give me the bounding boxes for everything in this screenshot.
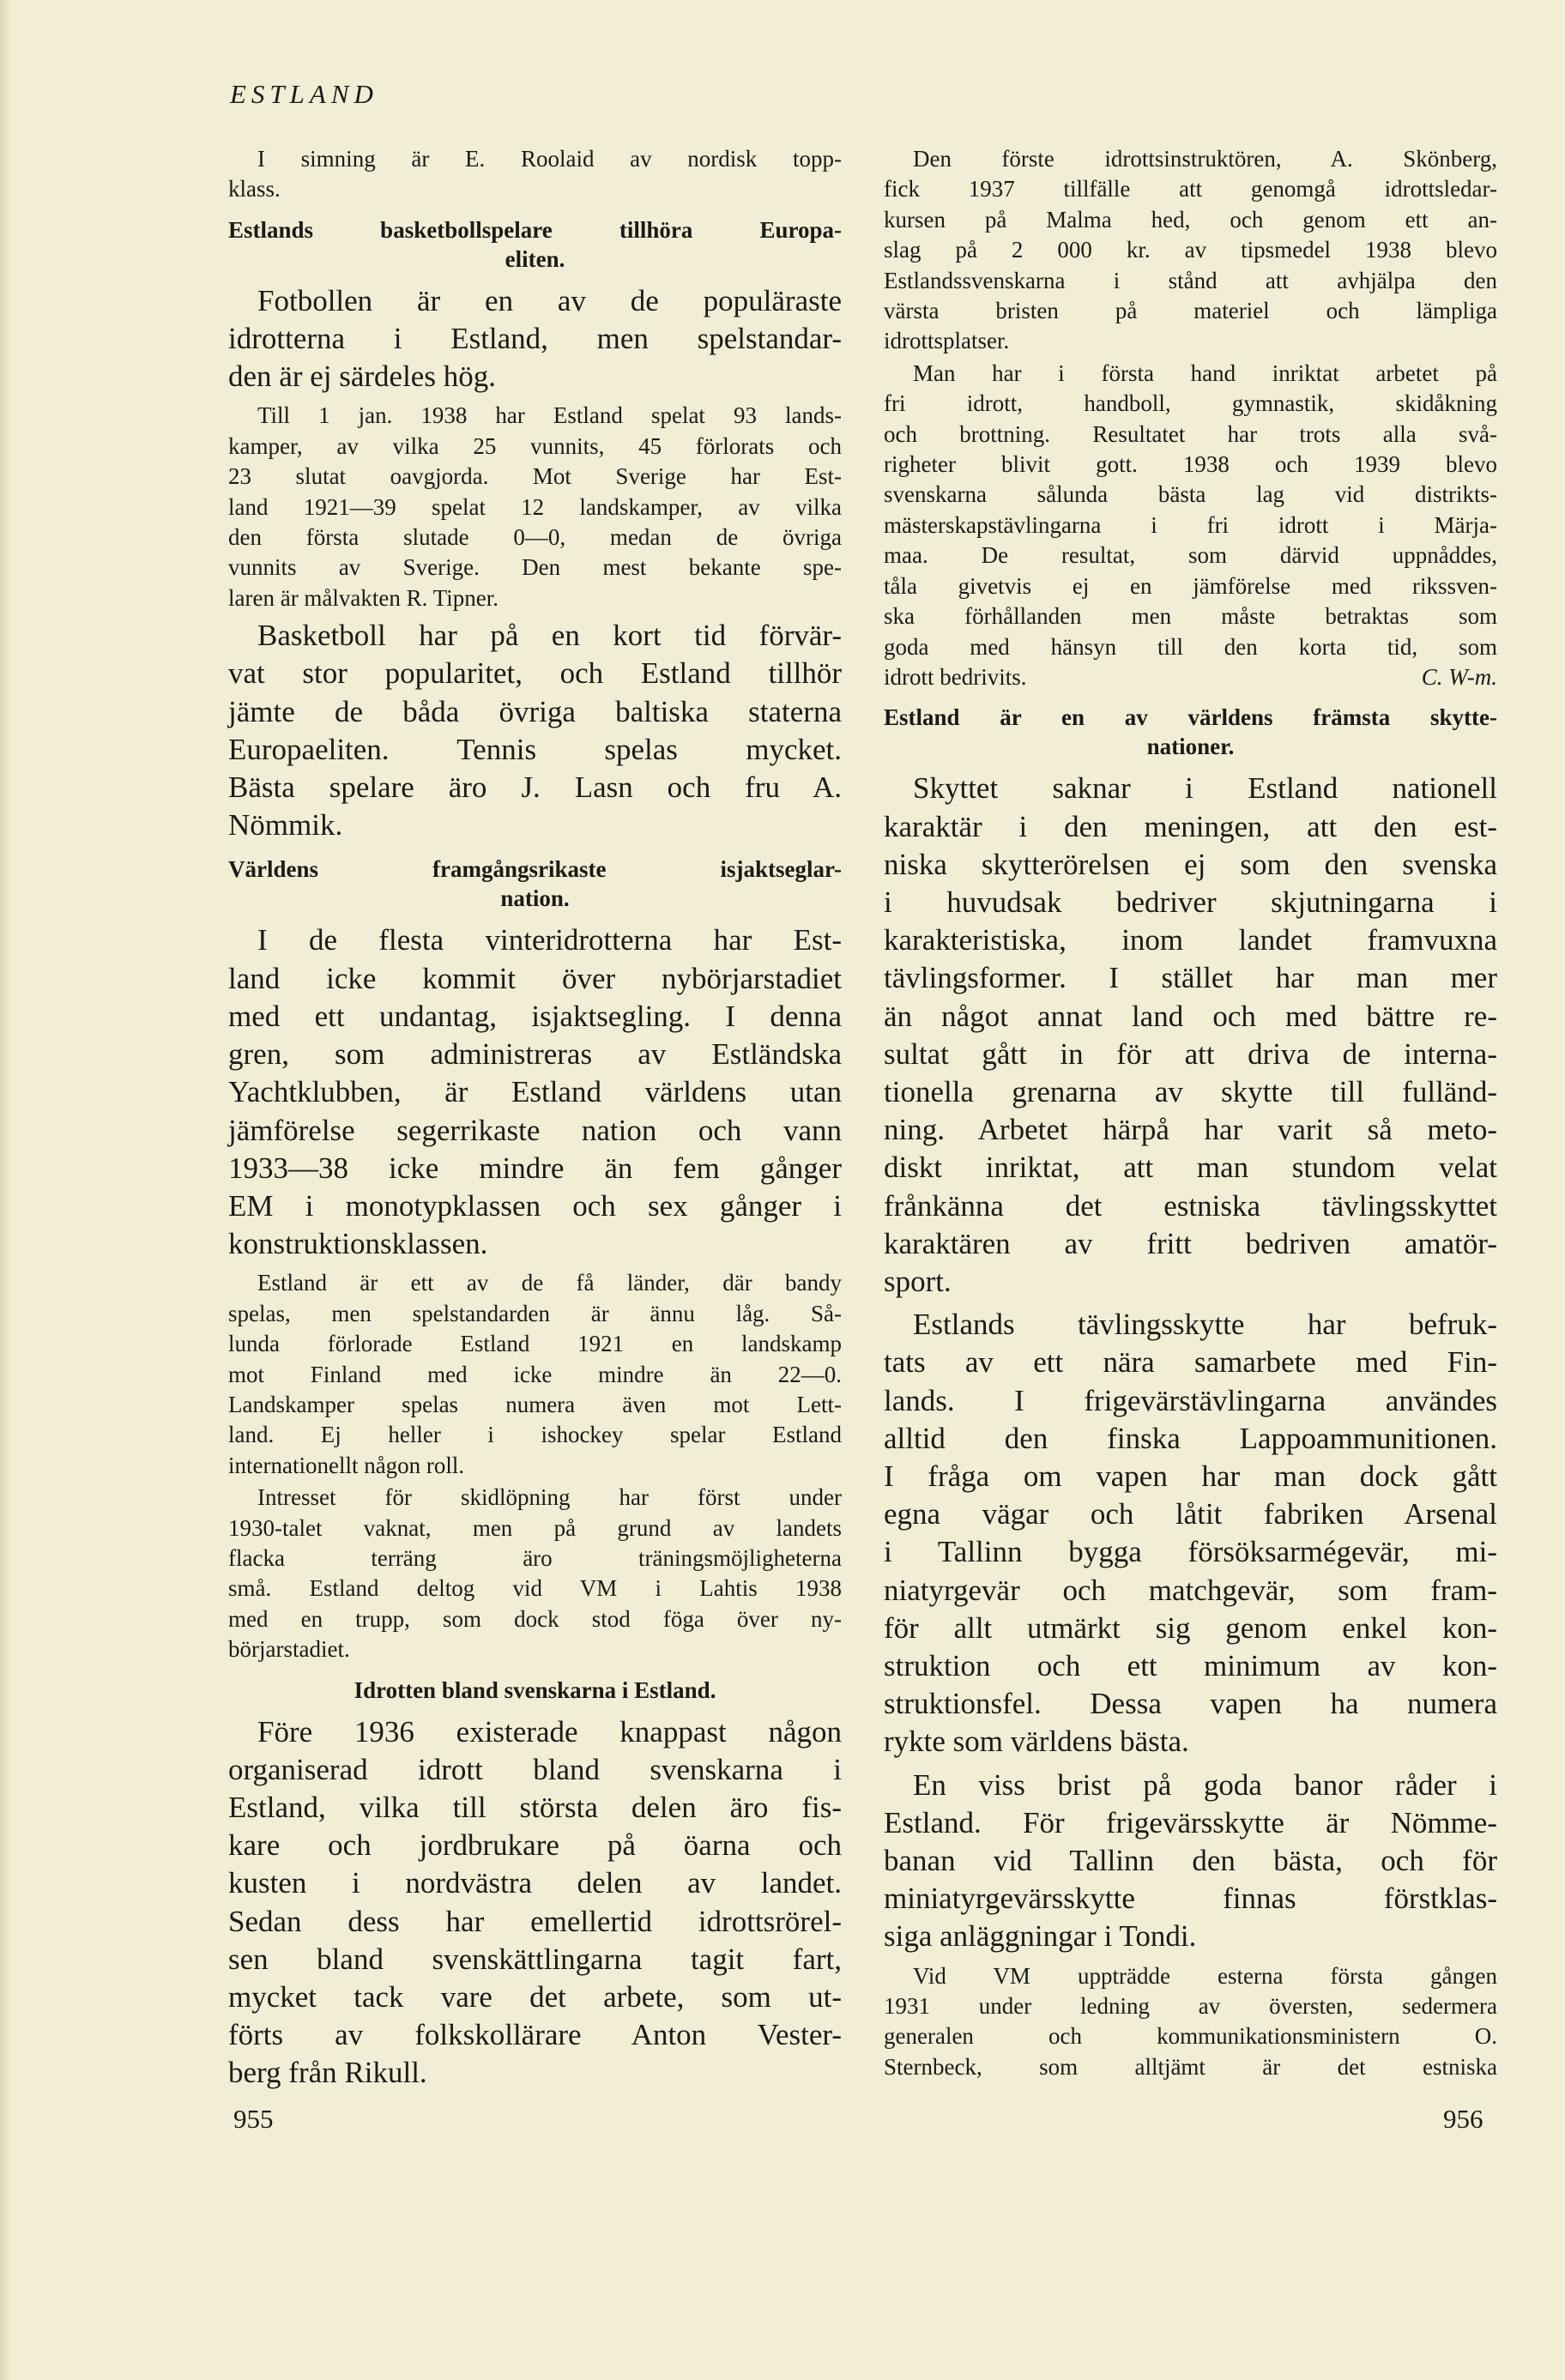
text-line — [228, 1112, 842, 1150]
text-line — [228, 1299, 842, 1329]
text-line — [884, 1225, 1497, 1263]
line-text: diskt inriktat, att man stundom velat — [884, 1151, 1497, 1185]
line-text: än något annat land och med bättre re- — [884, 999, 1497, 1033]
text-line — [884, 510, 1497, 541]
line-text: i Tallinn bygga försöksarmégevär, mi- — [884, 1535, 1497, 1569]
text-line — [228, 1574, 842, 1604]
line-text: internationellt någon roll. — [228, 1452, 465, 1478]
line-text: kursen på Malma hed, och genom ett an- — [884, 206, 1497, 233]
paragraph — [228, 617, 842, 844]
line-text: mot Finland med icke mindre än 22—0. — [228, 1361, 842, 1387]
text-line — [884, 1495, 1497, 1533]
left-column — [228, 144, 842, 2098]
text-line — [228, 462, 842, 492]
text-line — [228, 1941, 842, 1978]
line-text: med ett undantag, isjaktsegling. I denna — [228, 999, 842, 1033]
line-text: EM i monotypklassen och sex gånger i — [228, 1188, 842, 1223]
line-text: idrotterna i Estland, men spelstandar- — [228, 322, 842, 356]
line-text: karaktär i den meningen, att den est- — [884, 809, 1497, 843]
text-line — [884, 998, 1497, 1036]
line-text: I de flesta vinteridrotterna har Est- — [257, 923, 842, 957]
line-text: karakteristiska, inom landet framvuxna — [884, 923, 1497, 957]
text-line — [884, 1572, 1497, 1610]
text-line — [228, 655, 842, 692]
text-line — [228, 731, 842, 769]
line-text: ning. Arbetet härpå har varit så meto- — [884, 1113, 1497, 1147]
line-text: värsta bristen på materiel och lämpliga — [884, 298, 1497, 324]
text-line — [228, 806, 842, 844]
line-text: land icke kommit över nybörjarstadiet — [228, 961, 842, 995]
line-text: niska skytterörelsen ej som den svenska — [884, 847, 1497, 881]
text-line — [884, 1880, 1497, 1918]
text-line — [884, 1961, 1497, 1991]
text-line — [884, 1991, 1497, 2021]
text-line — [884, 921, 1497, 959]
text-line — [884, 959, 1497, 997]
text-line — [228, 432, 842, 462]
line-text: lands. I frigevärstävlingarna användes — [884, 1383, 1497, 1417]
text-line — [884, 1073, 1497, 1111]
line-text: karaktären av fritt bedriven amatör- — [884, 1226, 1497, 1260]
line-text: gren, som administreras av Estländska — [228, 1037, 842, 1072]
line-text: berg från Rikull. — [228, 2056, 427, 2090]
page-number-right: 956 — [1443, 2104, 1483, 2134]
text-line — [884, 770, 1497, 807]
text-line — [884, 703, 1497, 732]
text-line — [884, 1842, 1497, 1880]
text-line — [884, 846, 1497, 884]
line-text: 1931 under ledning av översten, sedermera — [884, 1993, 1497, 2020]
text-line — [228, 1036, 842, 1073]
line-text: Estland är en av världens främsta skytte- — [884, 704, 1497, 731]
text-line — [884, 205, 1497, 235]
line-text: nation. — [500, 885, 570, 912]
text-line — [228, 1451, 842, 1481]
line-text: för allt utmärkt sig genom enkel kon- — [884, 1610, 1497, 1645]
line-text: sultat gått in för att driva de interna- — [884, 1036, 1497, 1071]
text-line — [228, 523, 842, 553]
line-text: svenskarna sålunda bästa lag vid distrikts- — [884, 481, 1497, 508]
line-text: banan vid Tallinn den bästa, och för — [884, 1844, 1497, 1877]
text-line — [884, 1458, 1497, 1495]
text-line — [228, 282, 842, 320]
paragraph — [884, 144, 1497, 357]
paragraph — [884, 359, 1497, 692]
line-text: tävlingsformer. I stället har man mer — [884, 961, 1497, 995]
text-line — [884, 571, 1497, 601]
text-line — [228, 921, 842, 959]
text-line — [228, 1789, 842, 1827]
text-line — [228, 1268, 842, 1298]
line-text: Estlands basketbollspelare tillhöra Europa- — [228, 216, 842, 243]
line-text: land. Ej heller i ishockey spelar Estland — [228, 1422, 842, 1448]
line-text: I simning är E. Roolaid av nordisk topp- — [257, 146, 842, 172]
text-line — [228, 1903, 842, 1941]
text-line — [228, 855, 842, 884]
text-line — [884, 1918, 1497, 1955]
text-line — [884, 420, 1497, 450]
line-text: siga anläggningar i Tondi. — [884, 1919, 1197, 1954]
paragraph — [884, 1306, 1497, 1761]
page-number-left: 955 — [233, 2104, 274, 2134]
text-line — [228, 1150, 842, 1187]
text-line — [228, 1360, 842, 1390]
text-line — [228, 1978, 842, 2016]
text-line — [228, 553, 842, 583]
line-text: lunda förlorade Estland 1921 en landskamp — [228, 1331, 842, 1357]
text-line — [884, 601, 1497, 631]
text-line — [884, 1420, 1497, 1458]
text-line — [884, 296, 1497, 326]
page-edge — [0, 0, 12, 2380]
line-text: land 1921—39 spelat 12 landskamper, av vilka — [228, 493, 842, 520]
text-line — [884, 1344, 1497, 1381]
text-line — [228, 884, 842, 913]
line-text: 1930-talet vaknat, men på grund av landets — [228, 1514, 842, 1541]
text-line — [228, 2016, 842, 2054]
text-line — [228, 1483, 842, 1513]
line-text: Estland, vilka till största delen äro fis- — [228, 1791, 842, 1824]
text-line — [228, 1864, 842, 1902]
text-line — [884, 1723, 1497, 1761]
text-line — [884, 2052, 1497, 2082]
text-line — [228, 769, 842, 806]
line-text: mycket tack vare det arbete, som ut- — [228, 1980, 842, 2015]
text-line — [228, 1713, 842, 1751]
line-text: Nömmik. — [228, 808, 343, 843]
line-text: sport. — [884, 1264, 952, 1298]
paragraph — [228, 1483, 842, 1664]
line-text: struktionsfel. Dessa vapen ha numera — [884, 1687, 1497, 1721]
section-heading — [228, 1676, 842, 1705]
text-line — [884, 1263, 1497, 1301]
line-text: Sedan dess har emellertid idrottsrörel- — [228, 1904, 842, 1938]
line-text: egna vägar och låtit fabriken Arsenal — [884, 1497, 1497, 1531]
line-text: goda med hänsyn till den korta tid, som — [884, 633, 1497, 660]
line-text: med en trupp, som dock stod föga över ny- — [228, 1605, 842, 1632]
line-text: Den förste idrottsinstruktören, A. Skönberg, — [913, 146, 1497, 172]
text-line — [884, 1149, 1497, 1187]
line-text: Bästa spelare äro J. Lasn och fru A. — [228, 770, 842, 805]
line-text: maa. De resultat, som därvid uppnåddes, — [884, 542, 1497, 569]
line-text: kamper, av vilka 25 vunnits, 45 förlorats och — [228, 432, 842, 459]
line-text: den första slutade 0—0, medan de övriga — [228, 524, 842, 551]
text-line — [884, 1533, 1497, 1571]
paragraph — [228, 1713, 842, 2093]
text-line — [228, 174, 842, 204]
paragraph — [228, 144, 842, 205]
line-text: Estland. För frigevärsskytte är Nömme- — [884, 1805, 1497, 1839]
paragraph — [228, 282, 842, 396]
text-line — [884, 326, 1497, 356]
line-text: niatyrgevär och matchgevär, som fram- — [884, 1573, 1497, 1607]
line-text: fri idrott, handboll, gymnastik, skidåkning — [884, 390, 1497, 417]
text-line — [228, 1225, 842, 1263]
text-line — [228, 960, 842, 998]
text-line — [884, 1767, 1497, 1804]
text-line — [228, 693, 842, 731]
paragraph — [228, 921, 842, 1263]
text-line — [228, 1751, 842, 1789]
text-line — [228, 320, 842, 358]
text-line — [884, 1111, 1497, 1149]
text-line — [884, 1804, 1497, 1842]
line-text: Före 1936 existerade knappast någon — [257, 1714, 842, 1749]
author-signature: C. W-m. — [1421, 663, 1497, 690]
line-text: Basketboll har på en kort tid förvär- — [257, 619, 842, 653]
line-text: konstruktionsklassen. — [228, 1227, 488, 1261]
running-head: ESTLAND — [230, 79, 378, 109]
line-text: idrottsplatser. — [884, 328, 1010, 354]
line-text: organiserad idrott bland svenskarna i — [228, 1752, 842, 1786]
line-text: börjarstadiet. — [228, 1636, 350, 1663]
line-text: mästerskapstävlingarna i fri idrott i Märja- — [884, 511, 1497, 538]
text-line — [228, 1604, 842, 1634]
text-line — [228, 1676, 842, 1705]
text-line — [228, 144, 842, 174]
text-line — [884, 1685, 1497, 1723]
line-text: Estlands tävlingsskytte har befruk- — [913, 1308, 1497, 1342]
line-text: Sternbeck, som alltjämt är det estniska — [884, 2053, 1497, 2080]
text-line — [884, 884, 1497, 921]
line-text: Yachtklubben, är Estland världens utan — [228, 1075, 842, 1109]
text-line — [884, 235, 1497, 265]
line-text: laren är målvakten R. Tipner. — [228, 584, 499, 611]
text-line — [228, 401, 842, 431]
text-line — [884, 662, 1497, 692]
line-text: Estland är ett av de få länder, där bandy — [257, 1270, 842, 1296]
line-text: i huvudsak bedriver skjutningarna i — [884, 885, 1497, 919]
line-text: spelas, men spelstandarden är ännu låg. Så- — [228, 1300, 842, 1326]
line-text: Till 1 jan. 1938 har Estland spelat 93 lands- — [257, 402, 842, 429]
section-heading — [228, 855, 842, 913]
line-text: sen bland svenskättlingarna tagit fart, — [228, 1942, 842, 1976]
text-line — [884, 174, 1497, 204]
line-text: frånkänna det estniska tävlingsskyttet — [884, 1188, 1497, 1223]
text-line — [228, 245, 842, 274]
line-text: flacka terräng äro träningsmöjligheterna — [228, 1544, 842, 1571]
line-text: ska förhållanden men måste betraktas som — [884, 603, 1497, 630]
line-text: Landskamper spelas numera även mot Lett- — [228, 1391, 842, 1417]
line-text: Idrotten bland svenskarna i Estland. — [353, 1676, 716, 1703]
text-line — [884, 1382, 1497, 1420]
text-line — [228, 1634, 842, 1664]
line-text: slag på 2 000 kr. av tipsmedel 1938 blevo — [884, 237, 1497, 263]
line-text: kare och jordbrukare på öarna och — [228, 1828, 842, 1863]
line-text: struktion och ett minimum av kon- — [884, 1648, 1497, 1682]
text-line — [884, 732, 1497, 761]
text-line — [884, 480, 1497, 510]
text-line — [228, 1329, 842, 1359]
text-line — [228, 215, 842, 245]
paragraph — [228, 401, 842, 613]
line-text: förts av folkskollärare Anton Vester- — [228, 2018, 842, 2052]
line-text: nationer. — [1146, 734, 1235, 760]
line-text: vat stor popularitet, och Estland tillhör — [228, 656, 842, 691]
line-text: En viss brist på goda banor råder i — [913, 1767, 1497, 1802]
text-line — [228, 492, 842, 523]
paragraph — [884, 770, 1497, 1301]
line-text: den är ej särdeles hög. — [228, 359, 496, 394]
line-text: alltid den finska Lappoammunitionen. — [884, 1421, 1497, 1455]
text-line — [228, 1543, 842, 1574]
line-text: vunnits av Sverige. Den mest bekante spe- — [228, 554, 842, 581]
text-line — [884, 541, 1497, 571]
line-text: I fråga om vapen har man dock gått — [884, 1459, 1497, 1493]
paragraph — [228, 1268, 842, 1481]
text-line — [884, 808, 1497, 846]
text-line — [228, 1420, 842, 1450]
text-line — [884, 1610, 1497, 1647]
text-line — [228, 617, 842, 655]
line-text: generalen och kommunikationsministern O. — [884, 2023, 1497, 2050]
line-text: och brottning. Resultatet har trots alla svå- — [884, 420, 1497, 447]
text-line — [884, 1647, 1497, 1685]
text-line — [884, 1306, 1497, 1344]
text-line — [884, 144, 1497, 174]
line-text: Intresset för skidlöpning har först under — [257, 1484, 842, 1511]
text-line — [228, 1390, 842, 1420]
text-line — [228, 998, 842, 1036]
line-text: klass. — [228, 176, 281, 202]
text-line — [228, 2054, 842, 2092]
line-text: miniatyrgevärsskytte finnas förstklas- — [884, 1882, 1497, 1916]
line-text: tionella grenarna av skytte till fulländ- — [884, 1074, 1497, 1108]
text-line — [228, 1827, 842, 1864]
text-line — [228, 1073, 842, 1111]
text-line — [884, 450, 1497, 480]
line-text: Estlandssvenskarna i stånd att avhjälpa den — [884, 267, 1497, 293]
text-line — [884, 632, 1497, 662]
text-line — [228, 358, 842, 396]
section-heading — [228, 215, 842, 274]
line-text: jämförelse segerrikaste nation och vann — [228, 1113, 842, 1147]
text-line — [228, 583, 842, 613]
line-text: eliten. — [505, 245, 565, 272]
line-text: Man har i första hand inriktat arbetet på — [913, 359, 1497, 386]
line-text: tats av ett nära samarbete med Fin- — [884, 1345, 1497, 1380]
line-text: Vid VM uppträdde esterna första gången — [913, 1962, 1497, 1989]
text-line — [884, 266, 1497, 296]
line-text: 1933—38 icke mindre än fem gånger — [228, 1151, 842, 1185]
text-line — [228, 1513, 842, 1543]
paragraph — [884, 1767, 1497, 1956]
text-line — [884, 1036, 1497, 1073]
line-text: kusten i nordvästra delen av landet. — [228, 1866, 842, 1900]
line-text: Skyttet saknar i Estland nationell — [913, 771, 1497, 806]
line-text: fick 1937 tillfälle att genomgå idrottsledar- — [884, 176, 1497, 202]
line-text: jämte de båda övriga baltiska staterna — [228, 694, 842, 728]
line-text: tåla givetvis ej en jämförelse med rikssven- — [884, 572, 1497, 599]
line-text: Europaeliten. Tennis spelas mycket. — [228, 732, 842, 766]
paragraph — [884, 1961, 1497, 2083]
line-text: 23 slutat oavgjorda. Mot Sverige har Est- — [228, 463, 842, 490]
line-text: Världens framgångsrikaste isjaktseglar- — [228, 856, 842, 883]
text-line — [884, 1187, 1497, 1225]
right-column — [884, 144, 1497, 2084]
text-line — [228, 1187, 842, 1225]
line-text: rykte som världens bästa. — [884, 1725, 1189, 1759]
section-heading — [884, 703, 1497, 761]
text-line — [884, 389, 1497, 419]
text-line — [884, 359, 1497, 389]
line-text: Fotbollen är en av de populäraste — [257, 283, 842, 317]
line-text: små. Estland deltog vid VM i Lahtis 1938 — [228, 1575, 842, 1602]
line-text: righeter blivit gott. 1938 och 1939 blevo — [884, 451, 1497, 478]
line-text: idrott bedrivits. — [884, 663, 1027, 690]
text-line — [884, 2021, 1497, 2051]
